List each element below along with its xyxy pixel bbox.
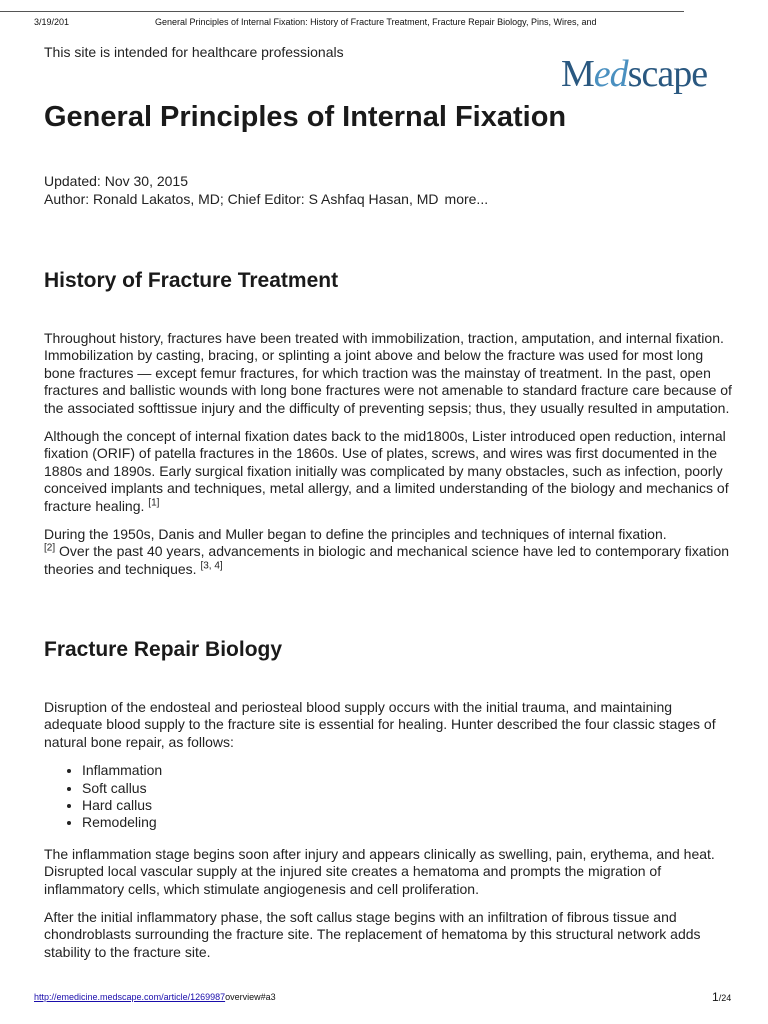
section-heading-history: History of Fracture Treatment <box>44 269 339 292</box>
print-footer-url <box>34 992 276 1002</box>
page-total: /24 <box>718 993 732 1003</box>
list-item: • Remodeling <box>82 814 734 831</box>
author-text: Author: Ronald Lakatos, MD; Chief Editor: S Ashfaq Hasan, MD <box>44 191 439 207</box>
article-title: General Principles of Internal Fixation <box>44 101 567 133</box>
section-history-body <box>44 330 734 589</box>
paragraph: Disruption of the endosteal and periosteal blood supply occurs with the initial trauma, and maintaining adequate blood supply to the fracture site is essential for healing. Hunter described the four classic stages of natural bone repair, as follows: <box>44 699 716 750</box>
logo-text-scape: scape <box>627 53 708 95</box>
paragraph: The inflammation stage begins soon after injury and appears clinically as swelling, pain, erythema, and heat. Disrupted local vascular supply at the injured site creates a hematoma and prompts the migration of inflammatory cells, which stimulate angiogenesis and cell proliferation. <box>44 845 715 897</box>
article-url-link[interactable]: http://emedicine.medscape.com/article/1269987 <box>34 992 226 1002</box>
paragraph-text: During the 1950s, Danis and Muller began to define the principles and techniques of internal fixation. <box>44 526 667 543</box>
logo-text-ed: ed <box>593 53 628 95</box>
paragraph: After the initial inflammatory phase, the soft callus stage begins with an infiltration of fibrous tissue and chondroblasts surrounding the fracture site. The replacement of hematoma by this structural network adds stability to the fracture site. <box>44 909 701 960</box>
paragraph: Throughout history, fractures have been treated with immobilization, traction, amputation, and internal fixation. Immobilization by casting, bracing, or splinting a joint above and below the fracture was used for most long bone fractures — except femur fractures, for which traction was the mainstay of treatment. In the past, open fractures and ballistic wounds with long bone fractures were not amenable to standard fracture care because of the associated softtissue injury and the difficulty of preventing sepsis; thus, they usually resulted in amputation. <box>44 330 732 416</box>
paragraph <box>44 428 734 515</box>
page-current: 1 <box>712 990 719 1004</box>
print-page-title: General Principles of Internal Fixation: History of Fracture Treatment, Fracture Repair Biology, Pins, Wires, and <box>155 17 597 27</box>
print-header-rule <box>0 0 684 12</box>
print-date: 3/19/201 <box>34 17 70 27</box>
paragraph-text: Over the past 40 years, advancements in biologic and mechanical science have led to contemporary fixation theories and techniques. <box>44 543 730 577</box>
list-item: • Hard callus <box>82 797 734 814</box>
paragraph <box>44 526 734 578</box>
list-item: • Inflammation <box>82 762 734 779</box>
updated-date: Updated: Nov 30, 2015 <box>44 173 188 189</box>
reference-link[interactable]: [2] <box>44 542 56 554</box>
paragraph-text: Although the concept of internal fixation dates back to the mid1800s, Lister introduced open reduction, internal fixation (ORIF) of patella fractures in the 1860s. Use of plates, screws, and wires was first documented in the 1880s and 1890s. Early surgical fixation initially was complicated by many obstacles, such as infection, poorly conceived implants and techniques, metal allergy, and a limited understanding of the biology and mechanics of fracture healing. <box>44 428 729 514</box>
more-link[interactable]: more... <box>444 191 489 207</box>
section-biology-body <box>44 699 734 972</box>
url-fragment: overview#a3 <box>225 992 276 1002</box>
page-number <box>712 990 731 1004</box>
professional-disclaimer: This site is intended for healthcare professionals <box>44 44 344 60</box>
reference-link[interactable]: [3, 4] <box>200 560 223 572</box>
logo-text-m: M <box>561 53 594 95</box>
list-item: • Soft callus <box>82 780 734 797</box>
section-heading-biology: Fracture Repair Biology <box>44 638 283 661</box>
stages-list <box>44 762 734 832</box>
reference-link[interactable]: [1] <box>148 497 160 508</box>
author-line <box>44 191 488 207</box>
medscape-logo[interactable] <box>561 55 707 93</box>
